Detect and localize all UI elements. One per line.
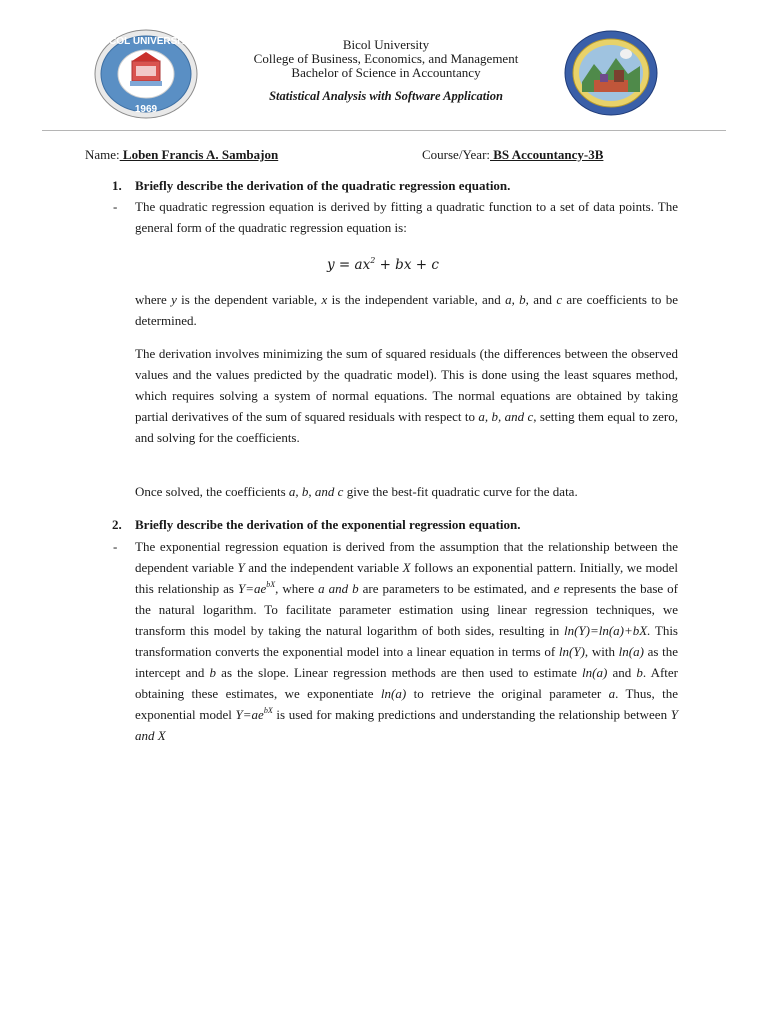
- text-span: are parameters to be estimated, and: [358, 581, 554, 596]
- text-span: and: [528, 292, 557, 307]
- course-label: Course/Year:: [422, 147, 491, 162]
- equation-lhs: y = ax: [327, 257, 371, 273]
- var-b: b: [209, 665, 217, 680]
- question-2-number: 2.: [112, 517, 122, 532]
- var-ln-a: ln(a): [380, 686, 407, 701]
- var-e: e: [553, 581, 560, 596]
- answer-1-dash: -: [113, 199, 118, 214]
- text-span: and: [607, 665, 637, 680]
- var-b: b: [636, 665, 643, 680]
- text-span: Once solved, the coefficients: [135, 484, 289, 499]
- var-a-and-b: a and b: [318, 581, 359, 596]
- equation-rhs: + bx + c: [375, 257, 439, 273]
- answer-1-paragraph-3: [135, 343, 678, 448]
- text-span: give the best-fit quadratic curve for the data.: [343, 484, 578, 499]
- name-line: [85, 147, 278, 163]
- program-name: Bachelor of Science in Accountancy: [291, 65, 481, 80]
- equation-exponent: 2: [370, 256, 376, 265]
- var-a: a: [608, 686, 616, 701]
- text-span: is the dependent variable,: [176, 292, 322, 307]
- text-span: The derivation involves minimizing the sum of squared residuals (the differences between the observed values and the values predicted by the quadratic model). This is done using the least squares method, which requires solving a system of normal equations. The normal equations are obtained by taking partial derivatives of the sum of squared residuals with respect to: [135, 346, 678, 424]
- college-name: College of Business, Economics, and Management: [253, 51, 519, 66]
- question-2-heading: Briefly describe the derivation of the exponential regression equation.: [135, 517, 521, 532]
- var-y: y: [171, 292, 177, 307]
- formula-y-equals-ae: Y=ae: [237, 581, 267, 596]
- formula-y-equals-ae: Y=ae: [235, 707, 264, 722]
- log-linear-formula: ln(Y)=ln(a)+bX.: [563, 623, 651, 638]
- answer-1-paragraph-4: [135, 481, 678, 502]
- text-span: where: [135, 292, 172, 307]
- answer-1-paragraph-2: [135, 289, 678, 331]
- text-span: , with: [584, 644, 619, 659]
- name-label: Name:: [85, 147, 120, 162]
- var-y: Y: [237, 560, 245, 575]
- answer-2-body: [135, 536, 678, 746]
- formula-exponent: bX: [266, 580, 276, 589]
- answer-1-derivation: [135, 343, 678, 448]
- quadratic-equation: [327, 257, 439, 273]
- text-span: is used for making predictions and understanding the relationship between: [272, 707, 671, 722]
- text-span: . Thus, the exponential model: [135, 686, 678, 722]
- var-ln-y: ln(Y): [558, 644, 585, 659]
- college-logo: [564, 30, 658, 116]
- var-a-b: a, b,: [505, 292, 529, 307]
- header-divider: [42, 130, 726, 131]
- answer-1-paragraph-1: The quadratic regression equation is derived by fitting a quadratic function to a set of data points. The general form of the quadratic regression equation is:: [135, 199, 678, 235]
- var-y-and-x: Y and X: [135, 707, 678, 743]
- text-span: as the slope. Linear regression methods are then used to estimate: [216, 665, 583, 680]
- formula-exponent: bX: [263, 706, 273, 715]
- answer-1-intro: [135, 196, 678, 238]
- text-span: . After obtaining these estimates, we exponentiate: [135, 665, 678, 701]
- text-span: are coefficients to be determined.: [135, 292, 678, 328]
- text-span: is the independent variable, and: [327, 292, 506, 307]
- text-span: This transformation converts the exponential model into a linear equation in terms of: [135, 623, 678, 659]
- course-year: BS Accountancy-3B: [490, 147, 604, 162]
- text-span: and the independent variable: [244, 560, 403, 575]
- text-span: follows an exponential pattern. Initially, we model this relationship as: [135, 560, 678, 596]
- answer-2-dash: -: [113, 539, 118, 554]
- seal-ring-text: BICOL UNIVERSITY: [99, 36, 193, 47]
- college-seal-graphic: [564, 30, 658, 116]
- text-span: , where: [275, 581, 319, 596]
- var-x: X: [402, 560, 411, 575]
- seal-year-text: 1969: [134, 104, 158, 115]
- var-a-b-c: a, b, and c: [288, 484, 344, 499]
- answer-2-paragraph: [135, 536, 678, 746]
- course-line: [422, 147, 603, 163]
- var-a-b-c: a, b, and c: [478, 409, 534, 424]
- var-x: x: [321, 292, 328, 307]
- course-subject: Statistical Analysis with Software Application: [269, 89, 503, 103]
- university-name: Bicol University: [342, 37, 430, 52]
- text-span: , setting them equal to zero, and solving for the coefficients.: [135, 409, 679, 445]
- question-1-number: 1.: [112, 178, 122, 193]
- answer-1-definitions: [135, 289, 678, 331]
- answer-1-conclusion: [135, 481, 678, 502]
- text-span: to retrieve the original parameter: [406, 686, 609, 701]
- document-header: [180, 38, 592, 103]
- question-1-heading: Briefly describe the derivation of the quadratic regression equation.: [135, 178, 511, 193]
- var-ln-a: ln(a): [618, 644, 644, 659]
- text-span: as the intercept and: [135, 644, 678, 680]
- text-span: represents the base of the natural logarithm. To facilitate parameter estimation using linear regression techniques, we transform this model by taking the natural logarithm of both sides, resulting in: [135, 581, 679, 638]
- var-c: c: [556, 292, 563, 307]
- var-ln-a: ln(a): [582, 665, 608, 680]
- student-name: Loben Francis A. Sambajon: [119, 147, 279, 162]
- text-span: The exponential regression equation is derived from the assumption that the relationship between the dependent variable: [135, 539, 678, 575]
